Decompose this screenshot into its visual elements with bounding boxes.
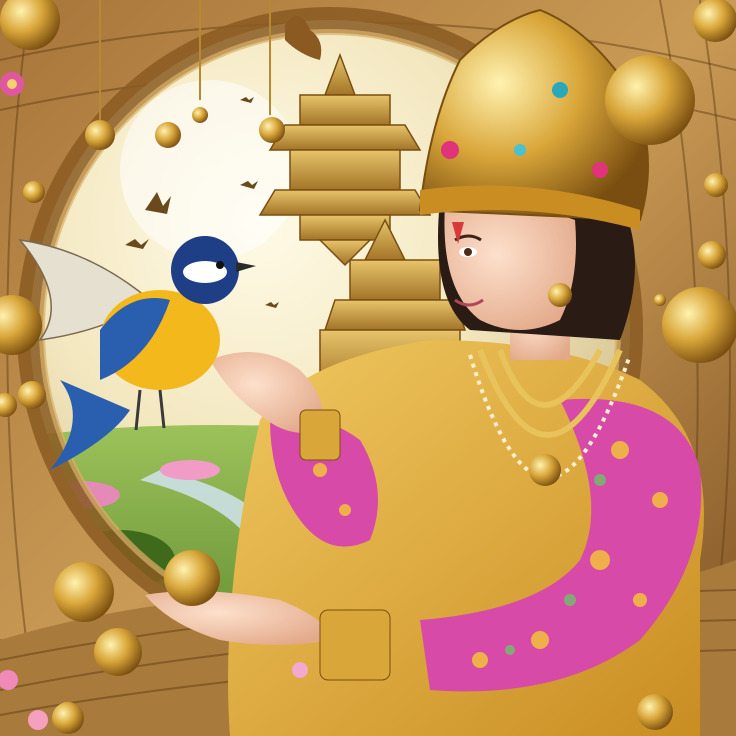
gold-bangles-right — [320, 610, 390, 680]
sun-glow — [120, 80, 300, 260]
earring — [548, 283, 572, 307]
crown-ruby-right — [592, 162, 608, 178]
gold-orb-in-palm — [164, 550, 220, 606]
crown-ornament-ball — [605, 55, 695, 145]
crown-gem-top — [552, 82, 568, 98]
pendant — [529, 454, 561, 486]
crown-ruby-left — [441, 141, 459, 159]
gold-bangles-left — [300, 410, 340, 460]
